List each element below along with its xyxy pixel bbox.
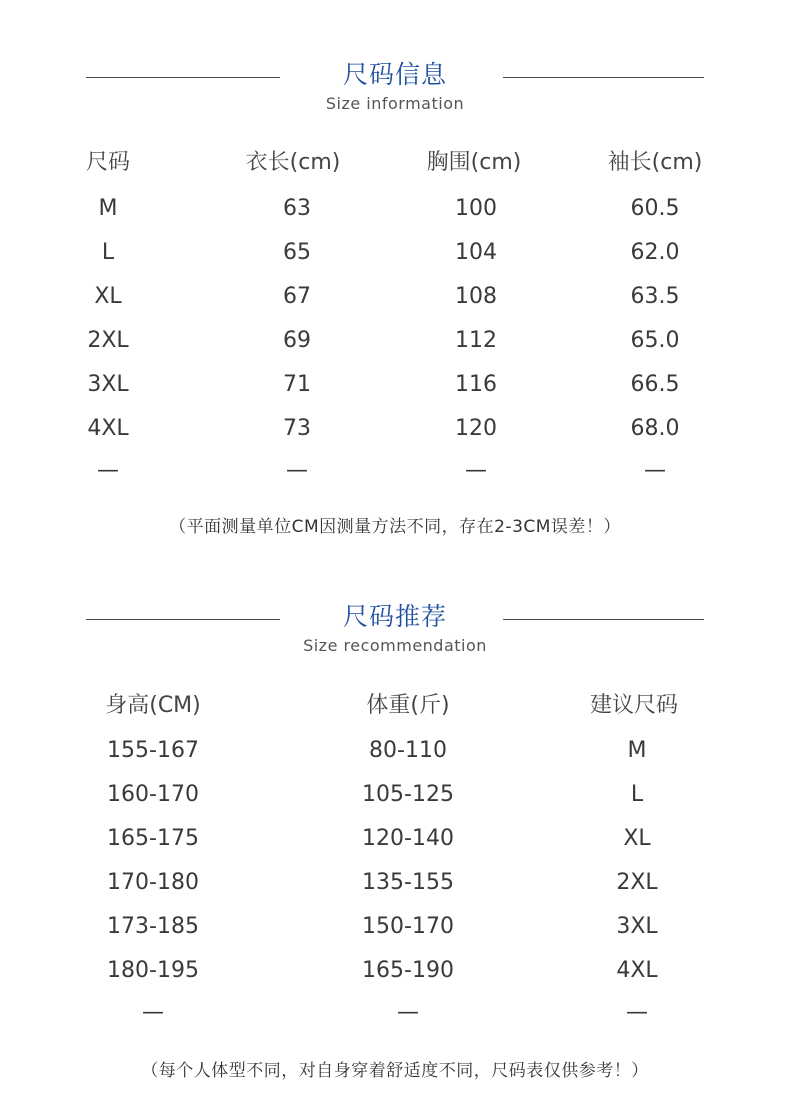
table-cell: 116 xyxy=(455,372,497,397)
table-row xyxy=(0,235,790,271)
table-cell: 150-170 xyxy=(362,914,454,939)
table-row xyxy=(0,733,790,769)
table-cell: 62.0 xyxy=(630,240,680,265)
table-cell: — xyxy=(97,458,119,483)
table-cell: 4XL xyxy=(87,416,129,441)
table-cell: 112 xyxy=(455,328,497,353)
table-cell: — xyxy=(286,458,308,483)
table-cell: — xyxy=(465,458,487,483)
table-row xyxy=(0,323,790,359)
table-cell: 80-110 xyxy=(369,738,447,763)
header-cell: 建议尺码 xyxy=(589,693,679,718)
size-info-note: （平面测量单位CM因测量方法不同，存在2-3CM误差！） xyxy=(169,517,621,537)
size-rec-header xyxy=(0,592,790,672)
table-row xyxy=(0,995,790,1031)
table-cell: M xyxy=(98,196,118,221)
header-cell: 身高(CM) xyxy=(105,693,201,718)
size-rec-subtitle: Size recommendation xyxy=(303,636,487,655)
table-cell: 155-167 xyxy=(107,738,199,763)
table-row xyxy=(0,367,790,403)
table-cell: 63.5 xyxy=(630,284,680,309)
table-cell: 63 xyxy=(283,196,311,221)
size-rec-title: 尺码推荐 xyxy=(342,602,447,631)
table-cell: 2XL xyxy=(616,870,658,895)
table-cell: 100 xyxy=(455,196,497,221)
table-cell: 105-125 xyxy=(362,782,454,807)
table-cell: 104 xyxy=(455,240,497,265)
header-cell: 衣长(cm) xyxy=(245,150,341,175)
table-cell: 66.5 xyxy=(630,372,680,397)
size-info-subtitle: Size information xyxy=(325,94,465,113)
table-cell: 65.0 xyxy=(630,328,680,353)
table-cell: — xyxy=(644,458,666,483)
table-cell: — xyxy=(142,1000,164,1025)
table-row xyxy=(0,865,790,901)
table-cell: 73 xyxy=(283,416,311,441)
table-cell: 2XL xyxy=(87,328,129,353)
table-cell: — xyxy=(626,1000,648,1025)
table-cell: 4XL xyxy=(616,958,658,983)
size-info-header xyxy=(0,50,790,130)
table-cell: 165-190 xyxy=(362,958,454,983)
table-cell: L xyxy=(630,782,644,807)
size-info-title: 尺码信息 xyxy=(342,60,447,89)
table-cell: XL xyxy=(94,284,122,309)
table-cell: 67 xyxy=(283,284,311,309)
table-row xyxy=(0,411,790,447)
table-cell: XL xyxy=(623,826,651,851)
size-rec-header-row xyxy=(0,688,790,724)
header-cell: 袖长(cm) xyxy=(607,150,703,175)
table-row xyxy=(0,453,790,489)
table-row xyxy=(0,777,790,813)
table-row xyxy=(0,191,790,227)
header-cell: 尺码 xyxy=(85,150,131,175)
header-cell: 胸围(cm) xyxy=(426,150,522,175)
table-cell: 180-195 xyxy=(107,958,199,983)
table-cell: L xyxy=(101,240,115,265)
table-cell: 71 xyxy=(283,372,311,397)
table-cell: M xyxy=(627,738,647,763)
table-row xyxy=(0,279,790,315)
table-cell: 173-185 xyxy=(107,914,199,939)
size-rec-note: （每个人体型不同，对自身穿着舒适度不同，尺码表仅供参考！） xyxy=(141,1061,649,1081)
table-cell: — xyxy=(397,1000,419,1025)
table-row xyxy=(0,953,790,989)
table-cell: 165-175 xyxy=(107,826,199,851)
table-cell: 3XL xyxy=(87,372,129,397)
table-row xyxy=(0,821,790,857)
table-cell: 120-140 xyxy=(362,826,454,851)
table-cell: 65 xyxy=(283,240,311,265)
table-cell: 60.5 xyxy=(630,196,680,221)
table-cell: 68.0 xyxy=(630,416,680,441)
table-cell: 108 xyxy=(455,284,497,309)
table-row xyxy=(0,909,790,945)
table-cell: 170-180 xyxy=(107,870,199,895)
table-cell: 3XL xyxy=(616,914,658,939)
table-cell: 120 xyxy=(455,416,497,441)
header-cell: 体重(斤) xyxy=(366,693,450,718)
table-cell: 160-170 xyxy=(107,782,199,807)
table-cell: 69 xyxy=(283,328,311,353)
size-info-header-row xyxy=(0,145,790,181)
table-cell: 135-155 xyxy=(362,870,454,895)
